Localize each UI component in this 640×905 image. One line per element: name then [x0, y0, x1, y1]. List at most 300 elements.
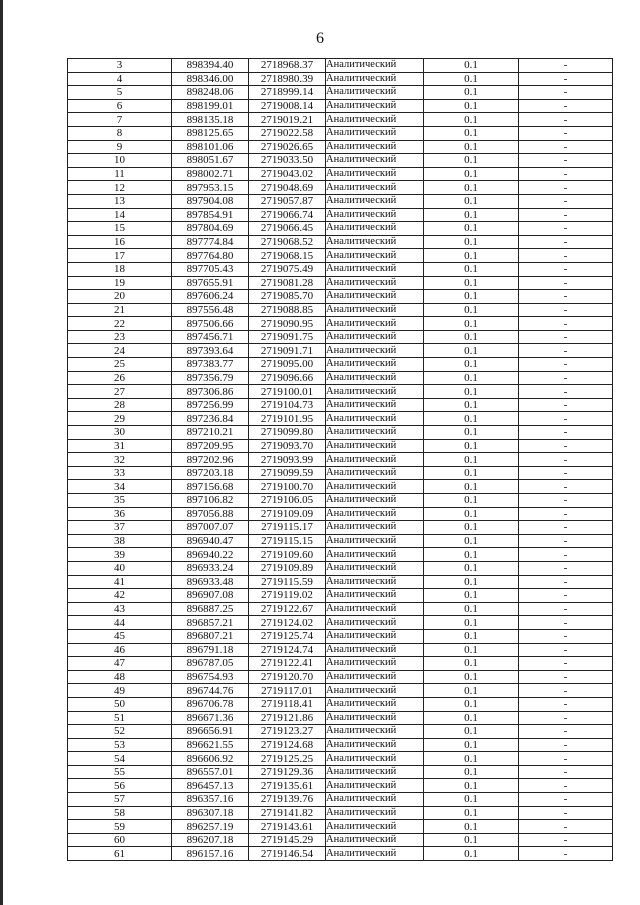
table-row — [68, 126, 613, 140]
accuracy-cell: 0.1 — [424, 249, 519, 263]
y-coordinate-cell: 2719109.89 — [249, 561, 326, 575]
point-number-cell: 17 — [68, 249, 172, 263]
description-cell: - — [519, 643, 613, 657]
method-cell: Аналитический — [326, 616, 424, 630]
description-cell: - — [519, 507, 613, 521]
accuracy-cell: 0.1 — [424, 738, 519, 752]
description-cell: - — [519, 222, 613, 236]
x-coordinate-cell: 896157.16 — [172, 847, 249, 861]
point-number-cell: 47 — [68, 657, 172, 671]
method-cell: Аналитический — [326, 494, 424, 508]
x-coordinate-cell: 897106.82 — [172, 494, 249, 508]
accuracy-cell: 0.1 — [424, 453, 519, 467]
x-coordinate-cell: 896791.18 — [172, 643, 249, 657]
point-number-cell: 28 — [68, 398, 172, 412]
table-row — [68, 59, 613, 73]
description-cell: - — [519, 806, 613, 820]
description-cell: - — [519, 439, 613, 453]
accuracy-cell: 0.1 — [424, 276, 519, 290]
y-coordinate-cell: 2719088.85 — [249, 303, 326, 317]
description-cell: - — [519, 208, 613, 222]
point-number-cell: 53 — [68, 738, 172, 752]
accuracy-cell: 0.1 — [424, 317, 519, 331]
y-coordinate-cell: 2719033.50 — [249, 154, 326, 168]
accuracy-cell: 0.1 — [424, 629, 519, 643]
description-cell: - — [519, 575, 613, 589]
point-number-cell: 12 — [68, 181, 172, 195]
point-number-cell: 16 — [68, 235, 172, 249]
x-coordinate-cell: 897904.08 — [172, 194, 249, 208]
x-coordinate-cell: 896557.01 — [172, 765, 249, 779]
y-coordinate-cell: 2719008.14 — [249, 99, 326, 113]
y-coordinate-cell: 2719081.28 — [249, 276, 326, 290]
y-coordinate-cell: 2719129.36 — [249, 765, 326, 779]
point-number-cell: 48 — [68, 670, 172, 684]
x-coordinate-cell: 898199.01 — [172, 99, 249, 113]
point-number-cell: 29 — [68, 412, 172, 426]
y-coordinate-cell: 2718980.39 — [249, 72, 326, 86]
y-coordinate-cell: 2719022.58 — [249, 126, 326, 140]
x-coordinate-cell: 896257.19 — [172, 820, 249, 834]
description-cell: - — [519, 344, 613, 358]
table-row — [68, 344, 613, 358]
x-coordinate-cell: 898101.06 — [172, 140, 249, 154]
point-number-cell: 4 — [68, 72, 172, 86]
accuracy-cell: 0.1 — [424, 806, 519, 820]
point-number-cell: 40 — [68, 561, 172, 575]
description-cell: - — [519, 480, 613, 494]
method-cell: Аналитический — [326, 59, 424, 73]
accuracy-cell: 0.1 — [424, 344, 519, 358]
y-coordinate-cell: 2719120.70 — [249, 670, 326, 684]
point-number-cell: 39 — [68, 548, 172, 562]
point-number-cell: 27 — [68, 385, 172, 399]
point-number-cell: 15 — [68, 222, 172, 236]
point-number-cell: 14 — [68, 208, 172, 222]
table-row — [68, 629, 613, 643]
y-coordinate-cell: 2719026.65 — [249, 140, 326, 154]
method-cell: Аналитический — [326, 629, 424, 643]
x-coordinate-cell: 897383.77 — [172, 358, 249, 372]
point-number-cell: 51 — [68, 711, 172, 725]
description-cell: - — [519, 833, 613, 847]
point-number-cell: 45 — [68, 629, 172, 643]
x-coordinate-cell: 896807.21 — [172, 629, 249, 643]
accuracy-cell: 0.1 — [424, 561, 519, 575]
x-coordinate-cell: 898135.18 — [172, 113, 249, 127]
method-cell: Аналитический — [326, 262, 424, 276]
method-cell: Аналитический — [326, 589, 424, 603]
accuracy-cell: 0.1 — [424, 602, 519, 616]
y-coordinate-cell: 2719093.99 — [249, 453, 326, 467]
x-coordinate-cell: 898346.00 — [172, 72, 249, 86]
y-coordinate-cell: 2719117.01 — [249, 684, 326, 698]
point-number-cell: 26 — [68, 371, 172, 385]
x-coordinate-cell: 896357.16 — [172, 793, 249, 807]
method-cell: Аналитический — [326, 181, 424, 195]
x-coordinate-cell: 896754.93 — [172, 670, 249, 684]
accuracy-cell: 0.1 — [424, 398, 519, 412]
description-cell: - — [519, 86, 613, 100]
table-row — [68, 398, 613, 412]
method-cell: Аналитический — [326, 466, 424, 480]
x-coordinate-cell: 897203.18 — [172, 466, 249, 480]
y-coordinate-cell: 2719096.66 — [249, 371, 326, 385]
x-coordinate-cell: 896656.91 — [172, 725, 249, 739]
point-number-cell: 7 — [68, 113, 172, 127]
method-cell: Аналитический — [326, 602, 424, 616]
accuracy-cell: 0.1 — [424, 480, 519, 494]
point-number-cell: 42 — [68, 589, 172, 603]
description-cell: - — [519, 398, 613, 412]
accuracy-cell: 0.1 — [424, 466, 519, 480]
accuracy-cell: 0.1 — [424, 126, 519, 140]
description-cell: - — [519, 154, 613, 168]
method-cell: Аналитический — [326, 548, 424, 562]
x-coordinate-cell: 897007.07 — [172, 521, 249, 535]
x-coordinate-cell: 896744.76 — [172, 684, 249, 698]
table-row — [68, 697, 613, 711]
description-cell: - — [519, 358, 613, 372]
method-cell: Аналитический — [326, 643, 424, 657]
method-cell: Аналитический — [326, 521, 424, 535]
y-coordinate-cell: 2719122.41 — [249, 657, 326, 671]
y-coordinate-cell: 2719019.21 — [249, 113, 326, 127]
table-row — [68, 317, 613, 331]
description-cell: - — [519, 561, 613, 575]
method-cell: Аналитический — [326, 249, 424, 263]
point-number-cell: 56 — [68, 779, 172, 793]
method-cell: Аналитический — [326, 820, 424, 834]
y-coordinate-cell: 2719146.54 — [249, 847, 326, 861]
accuracy-cell: 0.1 — [424, 303, 519, 317]
accuracy-cell: 0.1 — [424, 385, 519, 399]
y-coordinate-cell: 2719119.02 — [249, 589, 326, 603]
point-number-cell: 6 — [68, 99, 172, 113]
point-number-cell: 13 — [68, 194, 172, 208]
table-row — [68, 439, 613, 453]
description-cell: - — [519, 466, 613, 480]
y-coordinate-cell: 2719057.87 — [249, 194, 326, 208]
method-cell: Аналитический — [326, 507, 424, 521]
method-cell: Аналитический — [326, 684, 424, 698]
method-cell: Аналитический — [326, 290, 424, 304]
point-number-cell: 22 — [68, 317, 172, 331]
point-number-cell: 50 — [68, 697, 172, 711]
table-row — [68, 765, 613, 779]
x-coordinate-cell: 897764.80 — [172, 249, 249, 263]
point-number-cell: 46 — [68, 643, 172, 657]
accuracy-cell: 0.1 — [424, 670, 519, 684]
y-coordinate-cell: 2719141.82 — [249, 806, 326, 820]
method-cell: Аналитический — [326, 194, 424, 208]
point-number-cell: 37 — [68, 521, 172, 535]
table-row — [68, 589, 613, 603]
description-cell: - — [519, 793, 613, 807]
y-coordinate-cell: 2719068.52 — [249, 235, 326, 249]
x-coordinate-cell: 897655.91 — [172, 276, 249, 290]
method-cell: Аналитический — [326, 738, 424, 752]
y-coordinate-cell: 2719115.17 — [249, 521, 326, 535]
accuracy-cell: 0.1 — [424, 154, 519, 168]
point-number-cell: 55 — [68, 765, 172, 779]
x-coordinate-cell: 898394.40 — [172, 59, 249, 73]
point-number-cell: 52 — [68, 725, 172, 739]
description-cell: - — [519, 453, 613, 467]
accuracy-cell: 0.1 — [424, 208, 519, 222]
method-cell: Аналитический — [326, 670, 424, 684]
accuracy-cell: 0.1 — [424, 657, 519, 671]
y-coordinate-cell: 2719121.86 — [249, 711, 326, 725]
method-cell: Аналитический — [326, 344, 424, 358]
point-number-cell: 10 — [68, 154, 172, 168]
point-number-cell: 36 — [68, 507, 172, 521]
point-number-cell: 35 — [68, 494, 172, 508]
method-cell: Аналитический — [326, 113, 424, 127]
accuracy-cell: 0.1 — [424, 194, 519, 208]
point-number-cell: 25 — [68, 358, 172, 372]
method-cell: Аналитический — [326, 99, 424, 113]
accuracy-cell: 0.1 — [424, 140, 519, 154]
point-number-cell: 8 — [68, 126, 172, 140]
accuracy-cell: 0.1 — [424, 589, 519, 603]
table-row — [68, 561, 613, 575]
point-number-cell: 20 — [68, 290, 172, 304]
method-cell: Аналитический — [326, 657, 424, 671]
x-coordinate-cell: 896940.47 — [172, 534, 249, 548]
y-coordinate-cell: 2719075.49 — [249, 262, 326, 276]
method-cell: Аналитический — [326, 779, 424, 793]
description-cell: - — [519, 249, 613, 263]
x-coordinate-cell: 896307.18 — [172, 806, 249, 820]
description-cell: - — [519, 521, 613, 535]
x-coordinate-cell: 898002.71 — [172, 167, 249, 181]
method-cell: Аналитический — [326, 426, 424, 440]
y-coordinate-cell: 2718968.37 — [249, 59, 326, 73]
table-row — [68, 358, 613, 372]
table-row — [68, 534, 613, 548]
description-cell: - — [519, 616, 613, 630]
accuracy-cell: 0.1 — [424, 371, 519, 385]
y-coordinate-cell: 2719099.80 — [249, 426, 326, 440]
page-edge-shadow — [0, 0, 3, 905]
accuracy-cell: 0.1 — [424, 426, 519, 440]
description-cell: - — [519, 629, 613, 643]
point-number-cell: 61 — [68, 847, 172, 861]
y-coordinate-cell: 2719091.71 — [249, 344, 326, 358]
accuracy-cell: 0.1 — [424, 521, 519, 535]
x-coordinate-cell: 896933.48 — [172, 575, 249, 589]
x-coordinate-cell: 896887.25 — [172, 602, 249, 616]
x-coordinate-cell: 896606.92 — [172, 752, 249, 766]
method-cell: Аналитический — [326, 711, 424, 725]
table-row — [68, 140, 613, 154]
table-row — [68, 670, 613, 684]
point-number-cell: 49 — [68, 684, 172, 698]
table-row — [68, 194, 613, 208]
table-row — [68, 181, 613, 195]
method-cell: Аналитический — [326, 167, 424, 181]
accuracy-cell: 0.1 — [424, 262, 519, 276]
accuracy-cell: 0.1 — [424, 616, 519, 630]
description-cell: - — [519, 371, 613, 385]
description-cell: - — [519, 181, 613, 195]
accuracy-cell: 0.1 — [424, 711, 519, 725]
point-number-cell: 21 — [68, 303, 172, 317]
y-coordinate-cell: 2719101.95 — [249, 412, 326, 426]
point-number-cell: 18 — [68, 262, 172, 276]
point-number-cell: 57 — [68, 793, 172, 807]
accuracy-cell: 0.1 — [424, 222, 519, 236]
x-coordinate-cell: 896907.08 — [172, 589, 249, 603]
method-cell: Аналитический — [326, 276, 424, 290]
accuracy-cell: 0.1 — [424, 548, 519, 562]
accuracy-cell: 0.1 — [424, 330, 519, 344]
accuracy-cell: 0.1 — [424, 290, 519, 304]
description-cell: - — [519, 303, 613, 317]
coordinates-table-body — [68, 59, 613, 861]
table-row — [68, 725, 613, 739]
x-coordinate-cell: 897705.43 — [172, 262, 249, 276]
x-coordinate-cell: 897953.15 — [172, 181, 249, 195]
accuracy-cell: 0.1 — [424, 820, 519, 834]
description-cell: - — [519, 765, 613, 779]
point-number-cell: 43 — [68, 602, 172, 616]
method-cell: Аналитический — [326, 793, 424, 807]
point-number-cell: 11 — [68, 167, 172, 181]
method-cell: Аналитический — [326, 330, 424, 344]
description-cell: - — [519, 738, 613, 752]
y-coordinate-cell: 2719109.60 — [249, 548, 326, 562]
x-coordinate-cell: 897202.96 — [172, 453, 249, 467]
description-cell: - — [519, 847, 613, 861]
x-coordinate-cell: 896207.18 — [172, 833, 249, 847]
y-coordinate-cell: 2719068.15 — [249, 249, 326, 263]
y-coordinate-cell: 2719099.59 — [249, 466, 326, 480]
table-row — [68, 99, 613, 113]
x-coordinate-cell: 897854.91 — [172, 208, 249, 222]
method-cell: Аналитический — [326, 480, 424, 494]
accuracy-cell: 0.1 — [424, 643, 519, 657]
accuracy-cell: 0.1 — [424, 113, 519, 127]
x-coordinate-cell: 897774.84 — [172, 235, 249, 249]
accuracy-cell: 0.1 — [424, 167, 519, 181]
table-row — [68, 371, 613, 385]
method-cell: Аналитический — [326, 412, 424, 426]
x-coordinate-cell: 896457.13 — [172, 779, 249, 793]
point-number-cell: 30 — [68, 426, 172, 440]
table-row — [68, 330, 613, 344]
y-coordinate-cell: 2719143.61 — [249, 820, 326, 834]
point-number-cell: 33 — [68, 466, 172, 480]
method-cell: Аналитический — [326, 86, 424, 100]
y-coordinate-cell: 2719093.70 — [249, 439, 326, 453]
description-cell: - — [519, 820, 613, 834]
table-row — [68, 616, 613, 630]
table-row — [68, 86, 613, 100]
table-row — [68, 521, 613, 535]
method-cell: Аналитический — [326, 833, 424, 847]
method-cell: Аналитический — [326, 847, 424, 861]
table-row — [68, 820, 613, 834]
table-row — [68, 657, 613, 671]
table-row — [68, 249, 613, 263]
accuracy-cell: 0.1 — [424, 412, 519, 426]
table-row — [68, 208, 613, 222]
y-coordinate-cell: 2719139.76 — [249, 793, 326, 807]
accuracy-cell: 0.1 — [424, 684, 519, 698]
x-coordinate-cell: 898248.06 — [172, 86, 249, 100]
accuracy-cell: 0.1 — [424, 575, 519, 589]
point-number-cell: 3 — [68, 59, 172, 73]
y-coordinate-cell: 2719091.75 — [249, 330, 326, 344]
description-cell: - — [519, 534, 613, 548]
x-coordinate-cell: 898051.67 — [172, 154, 249, 168]
x-coordinate-cell: 896706.78 — [172, 697, 249, 711]
description-cell: - — [519, 317, 613, 331]
table-row — [68, 412, 613, 426]
description-cell: - — [519, 99, 613, 113]
table-row — [68, 806, 613, 820]
table-row — [68, 72, 613, 86]
description-cell: - — [519, 752, 613, 766]
y-coordinate-cell: 2719122.67 — [249, 602, 326, 616]
description-cell: - — [519, 276, 613, 290]
y-coordinate-cell: 2719124.68 — [249, 738, 326, 752]
y-coordinate-cell: 2719124.02 — [249, 616, 326, 630]
table-row — [68, 494, 613, 508]
description-cell: - — [519, 711, 613, 725]
x-coordinate-cell: 896940.22 — [172, 548, 249, 562]
description-cell: - — [519, 194, 613, 208]
description-cell: - — [519, 113, 613, 127]
description-cell: - — [519, 494, 613, 508]
table-row — [68, 453, 613, 467]
table-row — [68, 262, 613, 276]
table-row — [68, 643, 613, 657]
y-coordinate-cell: 2719125.25 — [249, 752, 326, 766]
description-cell: - — [519, 548, 613, 562]
description-cell: - — [519, 725, 613, 739]
x-coordinate-cell: 897056.88 — [172, 507, 249, 521]
y-coordinate-cell: 2719106.05 — [249, 494, 326, 508]
table-row — [68, 575, 613, 589]
y-coordinate-cell: 2719145.29 — [249, 833, 326, 847]
table-row — [68, 290, 613, 304]
x-coordinate-cell: 896787.05 — [172, 657, 249, 671]
table-row — [68, 235, 613, 249]
description-cell: - — [519, 779, 613, 793]
accuracy-cell: 0.1 — [424, 507, 519, 521]
description-cell: - — [519, 140, 613, 154]
accuracy-cell: 0.1 — [424, 779, 519, 793]
method-cell: Аналитический — [326, 439, 424, 453]
description-cell: - — [519, 684, 613, 698]
x-coordinate-cell: 896933.24 — [172, 561, 249, 575]
method-cell: Аналитический — [326, 317, 424, 331]
accuracy-cell: 0.1 — [424, 534, 519, 548]
accuracy-cell: 0.1 — [424, 833, 519, 847]
accuracy-cell: 0.1 — [424, 72, 519, 86]
point-number-cell: 9 — [68, 140, 172, 154]
table-row — [68, 426, 613, 440]
point-number-cell: 19 — [68, 276, 172, 290]
table-row — [68, 385, 613, 399]
table-row — [68, 602, 613, 616]
table-row — [68, 466, 613, 480]
y-coordinate-cell: 2719090.95 — [249, 317, 326, 331]
method-cell: Аналитический — [326, 453, 424, 467]
